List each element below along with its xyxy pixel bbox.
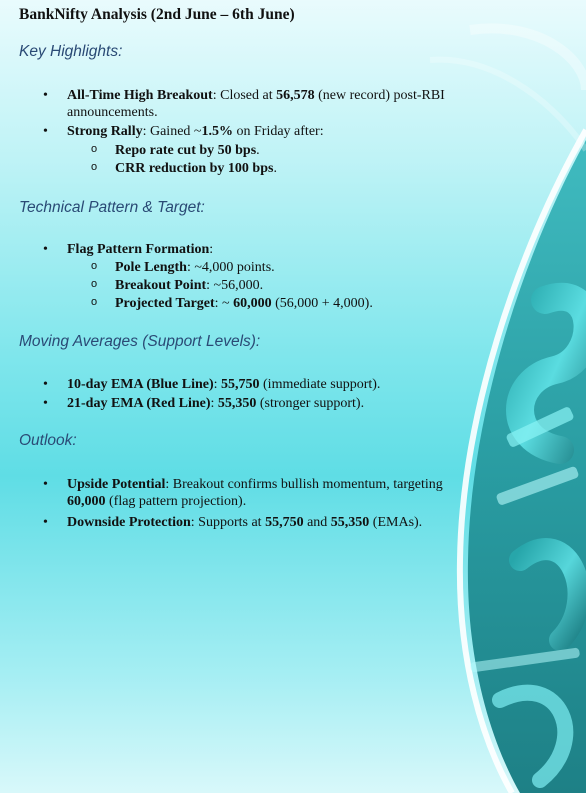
item-bold: Pole Length (115, 260, 187, 275)
sub-list-item (115, 277, 495, 294)
heading-moving-averages: Moving Averages (Support Levels): (19, 333, 261, 350)
item-bold: 10-day EMA (Blue Line) (67, 377, 214, 392)
item-bold: Upside Potential (67, 477, 166, 492)
item-bold: Projected Target (115, 296, 215, 311)
item-text: : (209, 242, 214, 257)
item-text: (flag pattern projection). (105, 494, 247, 509)
list-item (67, 476, 447, 510)
list-item (67, 376, 487, 393)
heading-outlook: Outlook: (19, 432, 77, 449)
item-text: : Supports at (190, 515, 266, 530)
item-text: on Friday after: (233, 124, 324, 139)
item-bold: Downside Protection (67, 515, 191, 530)
item-text: and (303, 515, 331, 530)
item-text: (stronger support). (256, 396, 365, 411)
item-bold: CRR reduction by 100 bps (115, 161, 274, 176)
list-item (67, 514, 487, 531)
item-bold: Strong Rally (67, 124, 143, 139)
item-text: : Gained ~ (142, 124, 202, 139)
item-text: : (213, 377, 222, 392)
list-item (67, 395, 487, 412)
item-bold: Repo rate cut by 50 bps (115, 143, 257, 158)
list-item (67, 241, 487, 258)
item-text: : Closed at (212, 88, 277, 103)
sub-list-item (115, 160, 495, 177)
document-title: BankNifty Analysis (2nd June – 6th June) (19, 6, 295, 23)
list-item (67, 87, 487, 121)
item-bold-value: 1.5% (201, 124, 233, 139)
item-bold-value: 55,350 (330, 515, 370, 530)
sub-list-item (115, 259, 495, 276)
item-bold: All-Time High Breakout (67, 88, 213, 103)
item-text: (new record) post-RBI announcements. (67, 88, 445, 120)
item-bold-value: 55,750 (221, 377, 260, 392)
heading-technical-pattern: Technical Pattern & Target: (19, 199, 205, 216)
item-text: (56,000 + 4,000). (271, 296, 373, 311)
list-item (67, 123, 487, 140)
item-text: : ~ (214, 296, 234, 311)
item-bold: 21-day EMA (Red Line) (67, 396, 211, 411)
item-text: : Breakout confirms bullish momentum, targeting (165, 477, 443, 492)
item-bold: Breakout Point (115, 278, 207, 293)
sub-list-item (115, 142, 495, 159)
item-bold-value: 56,578 (276, 88, 315, 103)
item-text: (immediate support). (259, 377, 381, 392)
item-bold-value: 55,350 (217, 396, 257, 411)
item-bold-value: 60,000 (67, 494, 106, 509)
item-text: : ~56,000. (206, 278, 264, 293)
item-text: (EMAs). (369, 515, 423, 530)
sub-list-item (115, 295, 495, 312)
item-text: . (273, 161, 277, 176)
item-bold-value: 55,750 (265, 515, 304, 530)
heading-key-highlights: Key Highlights: (19, 43, 123, 60)
item-text: : (210, 396, 218, 411)
item-text: . (256, 143, 260, 158)
item-bold-value: 60,000 (233, 296, 272, 311)
item-bold: Flag Pattern Formation (67, 242, 210, 257)
item-text: : ~4,000 points. (186, 260, 275, 275)
